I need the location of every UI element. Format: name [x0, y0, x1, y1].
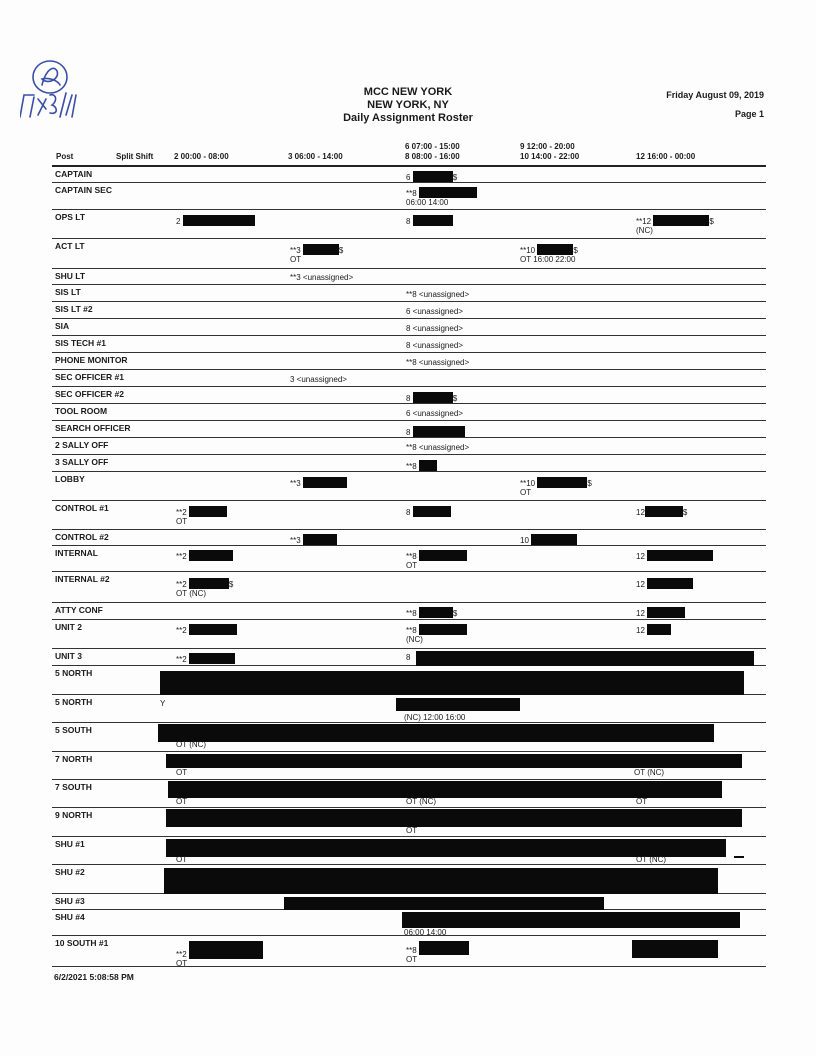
post-label: 9 NORTH	[55, 810, 93, 820]
cell-int-12: 12	[636, 550, 713, 561]
redaction-box	[166, 754, 742, 768]
post-label: SHU #4	[55, 912, 85, 922]
cell-sally3-8: **8	[406, 460, 437, 471]
redaction-box	[647, 578, 693, 589]
cell-sia-8: 8 <unassigned>	[406, 324, 463, 333]
post-label: SEC OFFICER #1	[55, 372, 124, 382]
post-label: INTERNAL #2	[55, 574, 110, 584]
col-split-shift: Split Shift	[116, 152, 154, 161]
cell-sistech-8: 8 <unassigned>	[406, 341, 463, 350]
redaction-box	[303, 534, 337, 545]
cell-sally2-8: **8 <unassigned>	[406, 443, 470, 452]
post-label: INTERNAL	[55, 548, 98, 558]
redaction-box	[647, 624, 671, 635]
cell-unit2-2: **2	[176, 624, 237, 635]
cell-5north-split: Y	[160, 699, 166, 708]
cell-10south-2: **2 OT	[176, 941, 263, 968]
post-label: 5 NORTH	[55, 668, 93, 678]
cell-opslt-8: 8	[406, 215, 453, 226]
post-label: CAPTAIN	[55, 169, 93, 179]
roster-row	[52, 531, 766, 546]
col-shift-10: 10 14:00 - 22:00	[520, 152, 580, 161]
redaction-box	[413, 171, 453, 182]
cell-shu1-ot: OT	[176, 855, 188, 864]
cell-shu4-time: 06:00 14:00	[404, 928, 447, 937]
redaction-box	[419, 941, 469, 955]
cell-10south-8: **8 OT	[406, 941, 469, 964]
redaction-box	[416, 651, 754, 666]
cell-int-8: **8 OT	[406, 550, 467, 570]
post-label: CAPTAIN SEC	[55, 185, 112, 195]
redaction-box	[647, 607, 685, 618]
post-label: 10 SOUTH #1	[55, 938, 109, 948]
redaction-box	[419, 550, 467, 561]
redaction-box	[413, 426, 465, 437]
report-title: Daily Assignment Roster	[343, 112, 473, 124]
cell-lobby-10: **10 $ OT	[520, 479, 592, 497]
redaction-box	[647, 550, 713, 561]
roster-row	[52, 240, 766, 269]
redaction-box	[303, 244, 339, 255]
redaction-box	[189, 941, 263, 959]
cell-ctrl1-2: **2 OT	[176, 506, 227, 526]
post-label: 2 SALLY OFF	[55, 440, 109, 450]
cell-7north-ot12: OT (NC)	[634, 768, 665, 777]
cell-captain-8: 6 $	[406, 173, 458, 182]
cell-int2-12: 12	[636, 578, 693, 589]
page-number: Page 1	[734, 109, 764, 119]
cell-unit3-2: **2	[176, 653, 235, 664]
redaction-box	[284, 897, 604, 910]
post-label: PHONE MONITOR	[55, 355, 128, 365]
cell-lobby-3: **3	[290, 477, 347, 488]
post-label: UNIT 2	[55, 622, 82, 632]
cell-atty-12: 12	[636, 607, 685, 618]
col-shift-6: 6 07:00 - 15:00	[405, 142, 460, 151]
roster-row	[52, 270, 766, 285]
cell-shult-3: **3 <unassigned>	[290, 273, 354, 282]
cell-unit2-8: **8 (NC)	[406, 624, 467, 644]
redaction-box	[183, 215, 255, 226]
report-date: Friday August 09, 2019	[666, 90, 764, 100]
post-label: 5 NORTH	[55, 697, 93, 707]
print-timestamp: 6/2/2021 5:08:58 PM	[54, 972, 134, 982]
redaction-box	[653, 215, 709, 226]
redaction-box	[632, 940, 718, 958]
cell-5north-time: (NC) 12:00 16:00	[404, 713, 466, 722]
cell-7south-ot: OT	[176, 797, 188, 806]
facility-name: MCC NEW YORK	[363, 86, 453, 98]
cell-ctrl1-8: 8	[406, 506, 451, 517]
redaction-box	[303, 477, 347, 488]
post-label: 3 SALLY OFF	[55, 457, 109, 467]
redaction-box	[160, 671, 744, 695]
roster-row	[52, 371, 766, 387]
cell-opslt-2: 2	[176, 215, 255, 226]
cell-int-2: **2	[176, 550, 233, 561]
cell-unit3-8: 8	[406, 653, 411, 662]
cell-sislt2-8: 6 <unassigned>	[406, 307, 463, 316]
cell-captain-sec-8: **8 06:00 14:00	[406, 187, 477, 207]
cell-7south-ot12: OT	[636, 797, 648, 806]
redaction-box	[164, 868, 718, 894]
facility-location: NEW YORK, NY	[367, 99, 449, 111]
post-label: CONTROL #2	[55, 532, 109, 542]
cell-shu1-ot12: OT (NC)	[636, 855, 667, 864]
post-label: UNIT 3	[55, 651, 82, 661]
post-label: OPS LT	[55, 212, 86, 222]
post-label: CONTROL #1	[55, 503, 109, 513]
post-label: SEARCH OFFICER	[55, 423, 131, 433]
post-label: SIS LT	[55, 287, 81, 297]
redaction-box	[537, 477, 587, 488]
post-label: SHU LT	[55, 271, 86, 281]
cell-secoff2-8: 8 $	[406, 394, 458, 403]
post-label: SIS LT #2	[55, 304, 93, 314]
redaction-box	[419, 624, 467, 635]
cell-ctrl2-10: 10	[520, 534, 577, 545]
cell-ctrl1-12: 12 $	[636, 508, 688, 517]
redaction-box	[419, 187, 477, 198]
redaction-box	[158, 724, 714, 742]
post-label: SIA	[55, 321, 70, 331]
cell-actlt-3: **3 $ OT	[290, 246, 344, 264]
redaction-box	[734, 856, 744, 858]
redaction-box	[166, 809, 742, 827]
cell-opslt-12: **12 $ (NC)	[636, 217, 714, 235]
cell-sislt-8: **8 <unassigned>	[406, 290, 470, 299]
redaction-box	[402, 912, 740, 928]
cell-9north-ot: OT	[406, 826, 418, 835]
cell-phone-8: **8 <unassigned>	[406, 358, 470, 367]
col-post: Post	[56, 152, 74, 161]
post-label: TOOL ROOM	[55, 406, 108, 416]
col-shift-8: 8 08:00 - 16:00	[405, 152, 460, 161]
cell-7north-ot: OT	[176, 768, 188, 777]
post-label: SHU #3	[55, 896, 85, 906]
post-label: 7 NORTH	[55, 754, 93, 764]
redaction-box	[189, 506, 227, 517]
report-date-block	[666, 86, 764, 124]
col-shift-9: 9 12:00 - 20:00	[520, 142, 575, 151]
redaction-box	[419, 607, 453, 618]
post-label: 7 SOUTH	[55, 782, 92, 792]
redaction-box	[189, 578, 229, 589]
redaction-box	[189, 624, 237, 635]
post-label: SHU #2	[55, 867, 85, 877]
redaction-box	[413, 215, 453, 226]
redaction-box	[419, 460, 437, 471]
redaction-box	[537, 244, 573, 255]
col-shift-2: 2 00:00 - 08:00	[174, 152, 229, 161]
cell-7south-ot8: OT (NC)	[406, 797, 437, 806]
redaction-box	[396, 698, 520, 711]
cell-secoff1-3: 3 <unassigned>	[290, 375, 347, 384]
redaction-box	[189, 550, 233, 561]
col-shift-3: 3 06:00 - 14:00	[288, 152, 343, 161]
col-shift-12: 12 16:00 - 00:00	[636, 152, 696, 161]
post-label: SIS TECH #1	[55, 338, 107, 348]
cell-search-8: 8	[406, 426, 465, 437]
cell-atty-8: **8 $	[406, 609, 458, 618]
cell-5south-ot: OT (NC)	[176, 740, 207, 749]
post-label: 5 SOUTH	[55, 725, 92, 735]
cell-tool-8: 6 <unassigned>	[406, 409, 463, 418]
header-rule	[52, 165, 766, 167]
cell-actlt-10: **10 $ OT 16:00 22:00	[520, 246, 578, 264]
cell-ctrl2-3: **3	[290, 534, 337, 545]
post-label: SEC OFFICER #2	[55, 389, 124, 399]
post-label: ATTY CONF	[55, 605, 103, 615]
redaction-box	[189, 653, 235, 664]
redaction-box	[168, 781, 722, 798]
redaction-box	[413, 506, 451, 517]
redaction-box	[531, 534, 577, 545]
post-label: ACT LT	[55, 241, 85, 251]
redaction-box	[645, 506, 683, 517]
cell-unit2-12: 12	[636, 624, 671, 635]
post-label: LOBBY	[55, 474, 85, 484]
post-label: SHU #1	[55, 839, 85, 849]
cell-int2-2: **2 $ OT (NC)	[176, 580, 234, 598]
redaction-box	[413, 392, 453, 403]
roster-row	[52, 473, 766, 501]
